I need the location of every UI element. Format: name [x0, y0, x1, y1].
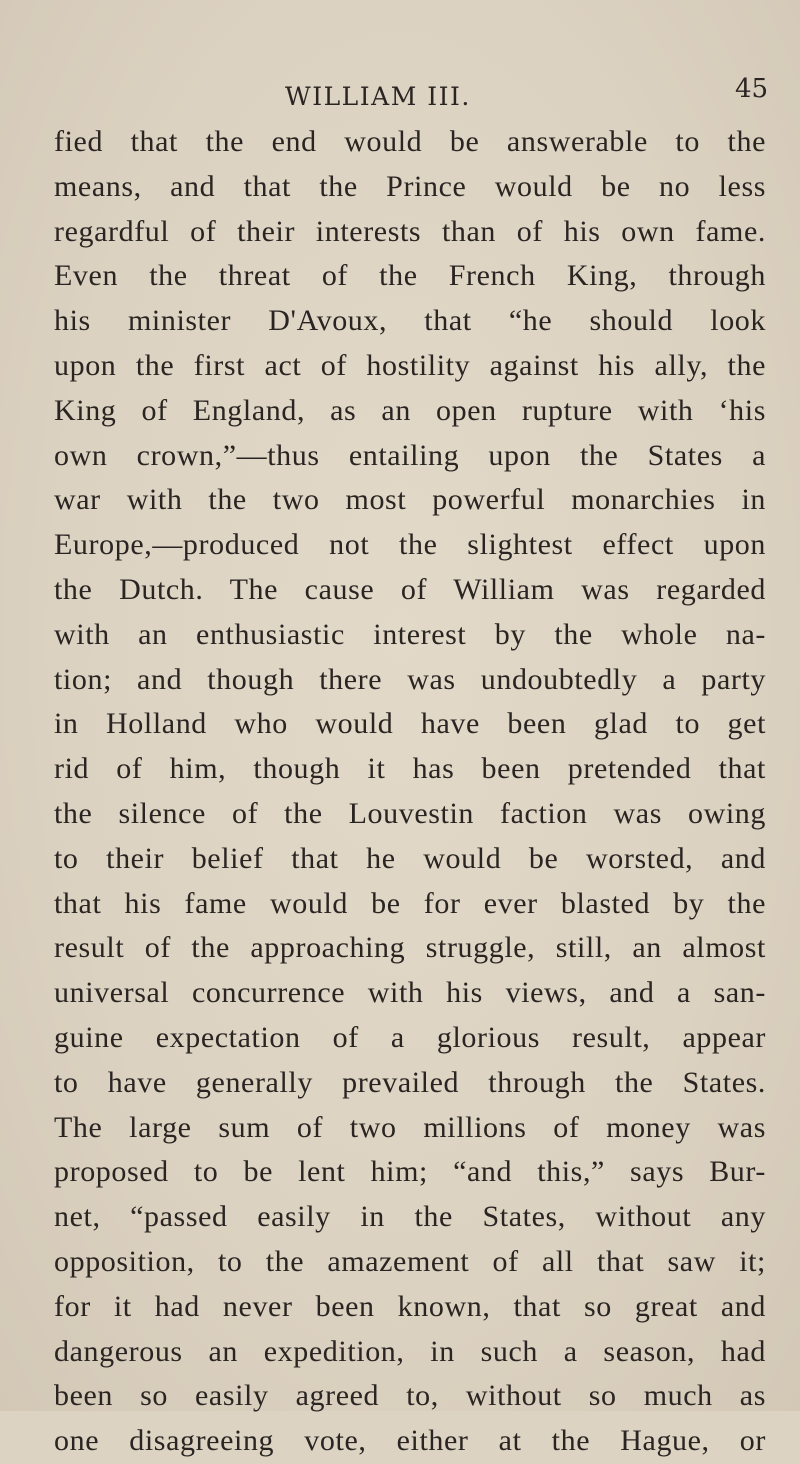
- text-line: rid of him, though it has been pretended that: [54, 752, 766, 786]
- text-line: Even the threat of the French King, through: [54, 259, 766, 293]
- text-line: the Dutch. The cause of William was regarded: [54, 572, 766, 606]
- text-line: the silence of the Louvestin faction was owing: [54, 796, 766, 830]
- text-line: own crown,”—thus entailing upon the States a: [54, 438, 766, 472]
- text-line: proposed to be lent him; “and this,” says Bur-: [54, 1155, 766, 1189]
- text-line: Europe,—produced not the slightest effect upon: [54, 528, 766, 562]
- text-line: guine expectation of a glorious result, appear: [54, 1020, 766, 1054]
- text-line: The large sum of two millions of money was: [54, 1110, 766, 1144]
- text-line: upon the first act of hostility against his ally, the: [54, 348, 766, 382]
- text-line: in Holland who would have been glad to get: [54, 707, 766, 741]
- text-line: King of England, as an open rupture with ‘his: [54, 393, 766, 427]
- running-head: [0, 74, 800, 118]
- text-line: been so easily agreed to, without so much as: [54, 1379, 766, 1413]
- text-line: opposition, to the amazement of all that saw it;: [54, 1244, 766, 1278]
- text-line: for it had never been known, that so great and: [54, 1289, 766, 1323]
- text-line: to have generally prevailed through the States.: [54, 1065, 766, 1099]
- text-line: his minister D'Avoux, that “he should look: [54, 304, 766, 338]
- text-line: war with the two most powerful monarchies in: [54, 483, 766, 517]
- text-line: that his fame would be for ever blasted by the: [54, 886, 766, 920]
- text-line: regardful of their interests than of his own fame.: [54, 214, 766, 248]
- text-line: dangerous an expedition, in such a season, had: [54, 1334, 766, 1368]
- running-title: WILLIAM III.: [285, 82, 471, 111]
- page-number: 45: [735, 74, 769, 104]
- text-line: fied that the end would be answerable to the: [54, 125, 766, 158]
- text-line: means, and that the Prince would be no less: [54, 169, 766, 203]
- text-line: to their belief that he would be worsted, and: [54, 841, 766, 875]
- text-line: tion; and though there was undoubtedly a party: [54, 662, 766, 696]
- text-line: universal concurrence with his views, and a san-: [54, 976, 766, 1010]
- text-line: net, “passed easily in the States, without any: [54, 1200, 766, 1234]
- body-text: [54, 120, 766, 1464]
- text-line: result of the approaching struggle, still, an almost: [54, 931, 766, 965]
- text-line: with an enthusiastic interest by the whole na-: [54, 617, 766, 651]
- text-line: one disagreeing vote, either at the Hague, or: [54, 1424, 766, 1458]
